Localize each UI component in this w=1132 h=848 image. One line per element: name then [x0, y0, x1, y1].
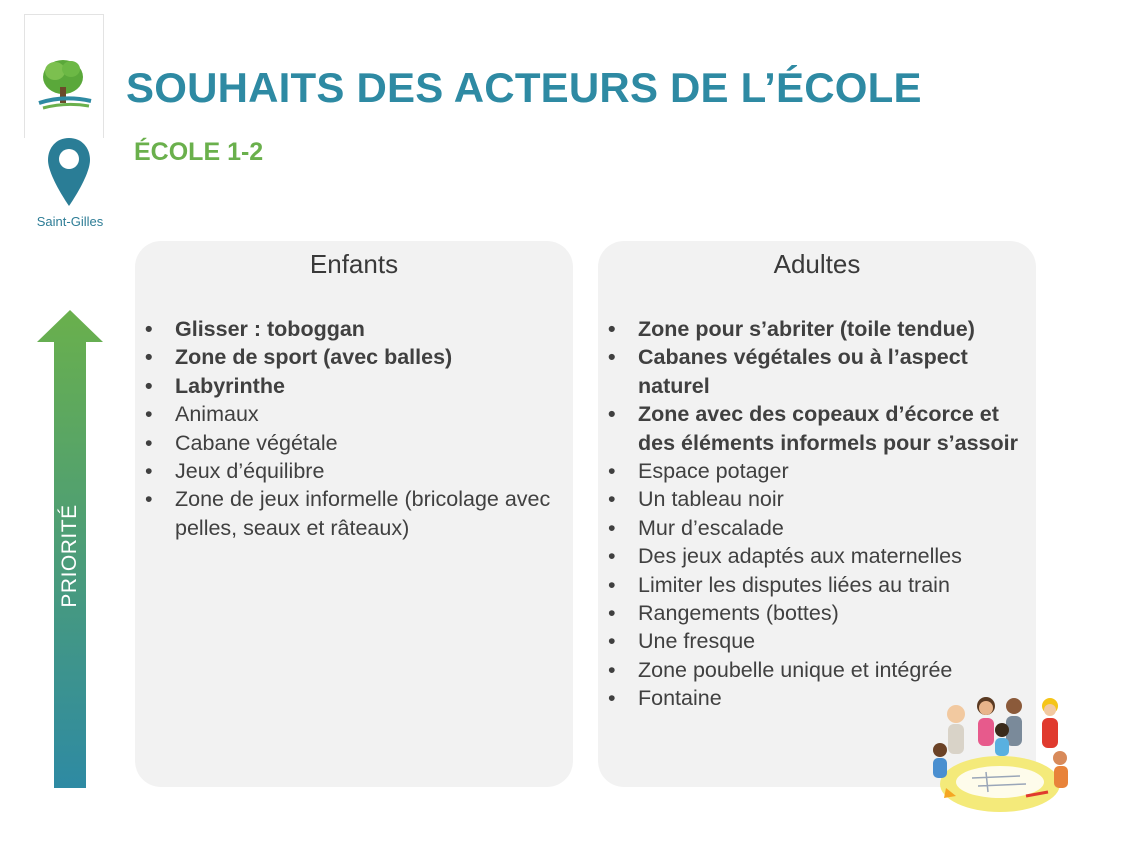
adultes-item: • Une fresque	[606, 627, 1018, 655]
adultes-item: • Limiter les disputes liées au train	[606, 571, 1018, 599]
adultes-item: • Zone pour s’abriter (toile tendue)	[606, 315, 1018, 343]
enfants-panel	[135, 241, 573, 787]
adultes-item: • Zone avec des copeaux d’écorce et des éléments informels pour s’assoir	[606, 400, 1018, 457]
tree-icon	[33, 51, 95, 113]
enfants-item: • Zone de sport (avec balles)	[143, 343, 555, 371]
adultes-item: • Mur d’escalade	[606, 514, 1018, 542]
location-pin-icon	[46, 136, 92, 208]
logo	[24, 14, 104, 138]
adultes-title: Adultes	[773, 249, 861, 279]
priority-label: PRIORITÉ	[58, 504, 81, 608]
adultes-item: • Rangements (bottes)	[606, 599, 1018, 627]
adultes-item: • Espace potager	[606, 457, 1018, 485]
adultes-item: • Fontaine	[606, 684, 1018, 712]
enfants-item: • Labyrinthe	[143, 372, 555, 400]
adultes-item: • Un tableau noir	[606, 485, 1018, 513]
enfants-list	[143, 315, 555, 542]
enfants-item: • Jeux d’équilibre	[143, 457, 555, 485]
enfants-item: • Cabane végétale	[143, 429, 555, 457]
adultes-item: • Des jeux adaptés aux maternelles	[606, 542, 1018, 570]
location-label: Saint-Gilles	[36, 214, 104, 229]
adultes-item: • Zone poubelle unique et intégrée	[606, 656, 1018, 684]
page-subtitle: ÉCOLE 1-2	[134, 138, 264, 166]
enfants-item: • Zone de jeux informelle (bricolage avec pelles, seaux et râteaux)	[143, 485, 555, 542]
enfants-item: • Glisser : toboggan	[143, 315, 555, 343]
enfants-item: • Animaux	[143, 400, 555, 428]
adultes-list	[606, 315, 1018, 713]
adultes-item: • Cabanes végétales ou à l’aspect naturel	[606, 343, 1018, 400]
people-group-illustration	[928, 692, 1078, 818]
enfants-title: Enfants	[309, 249, 399, 279]
page-title: SOUHAITS DES ACTEURS DE L’ÉCOLE	[126, 64, 922, 111]
